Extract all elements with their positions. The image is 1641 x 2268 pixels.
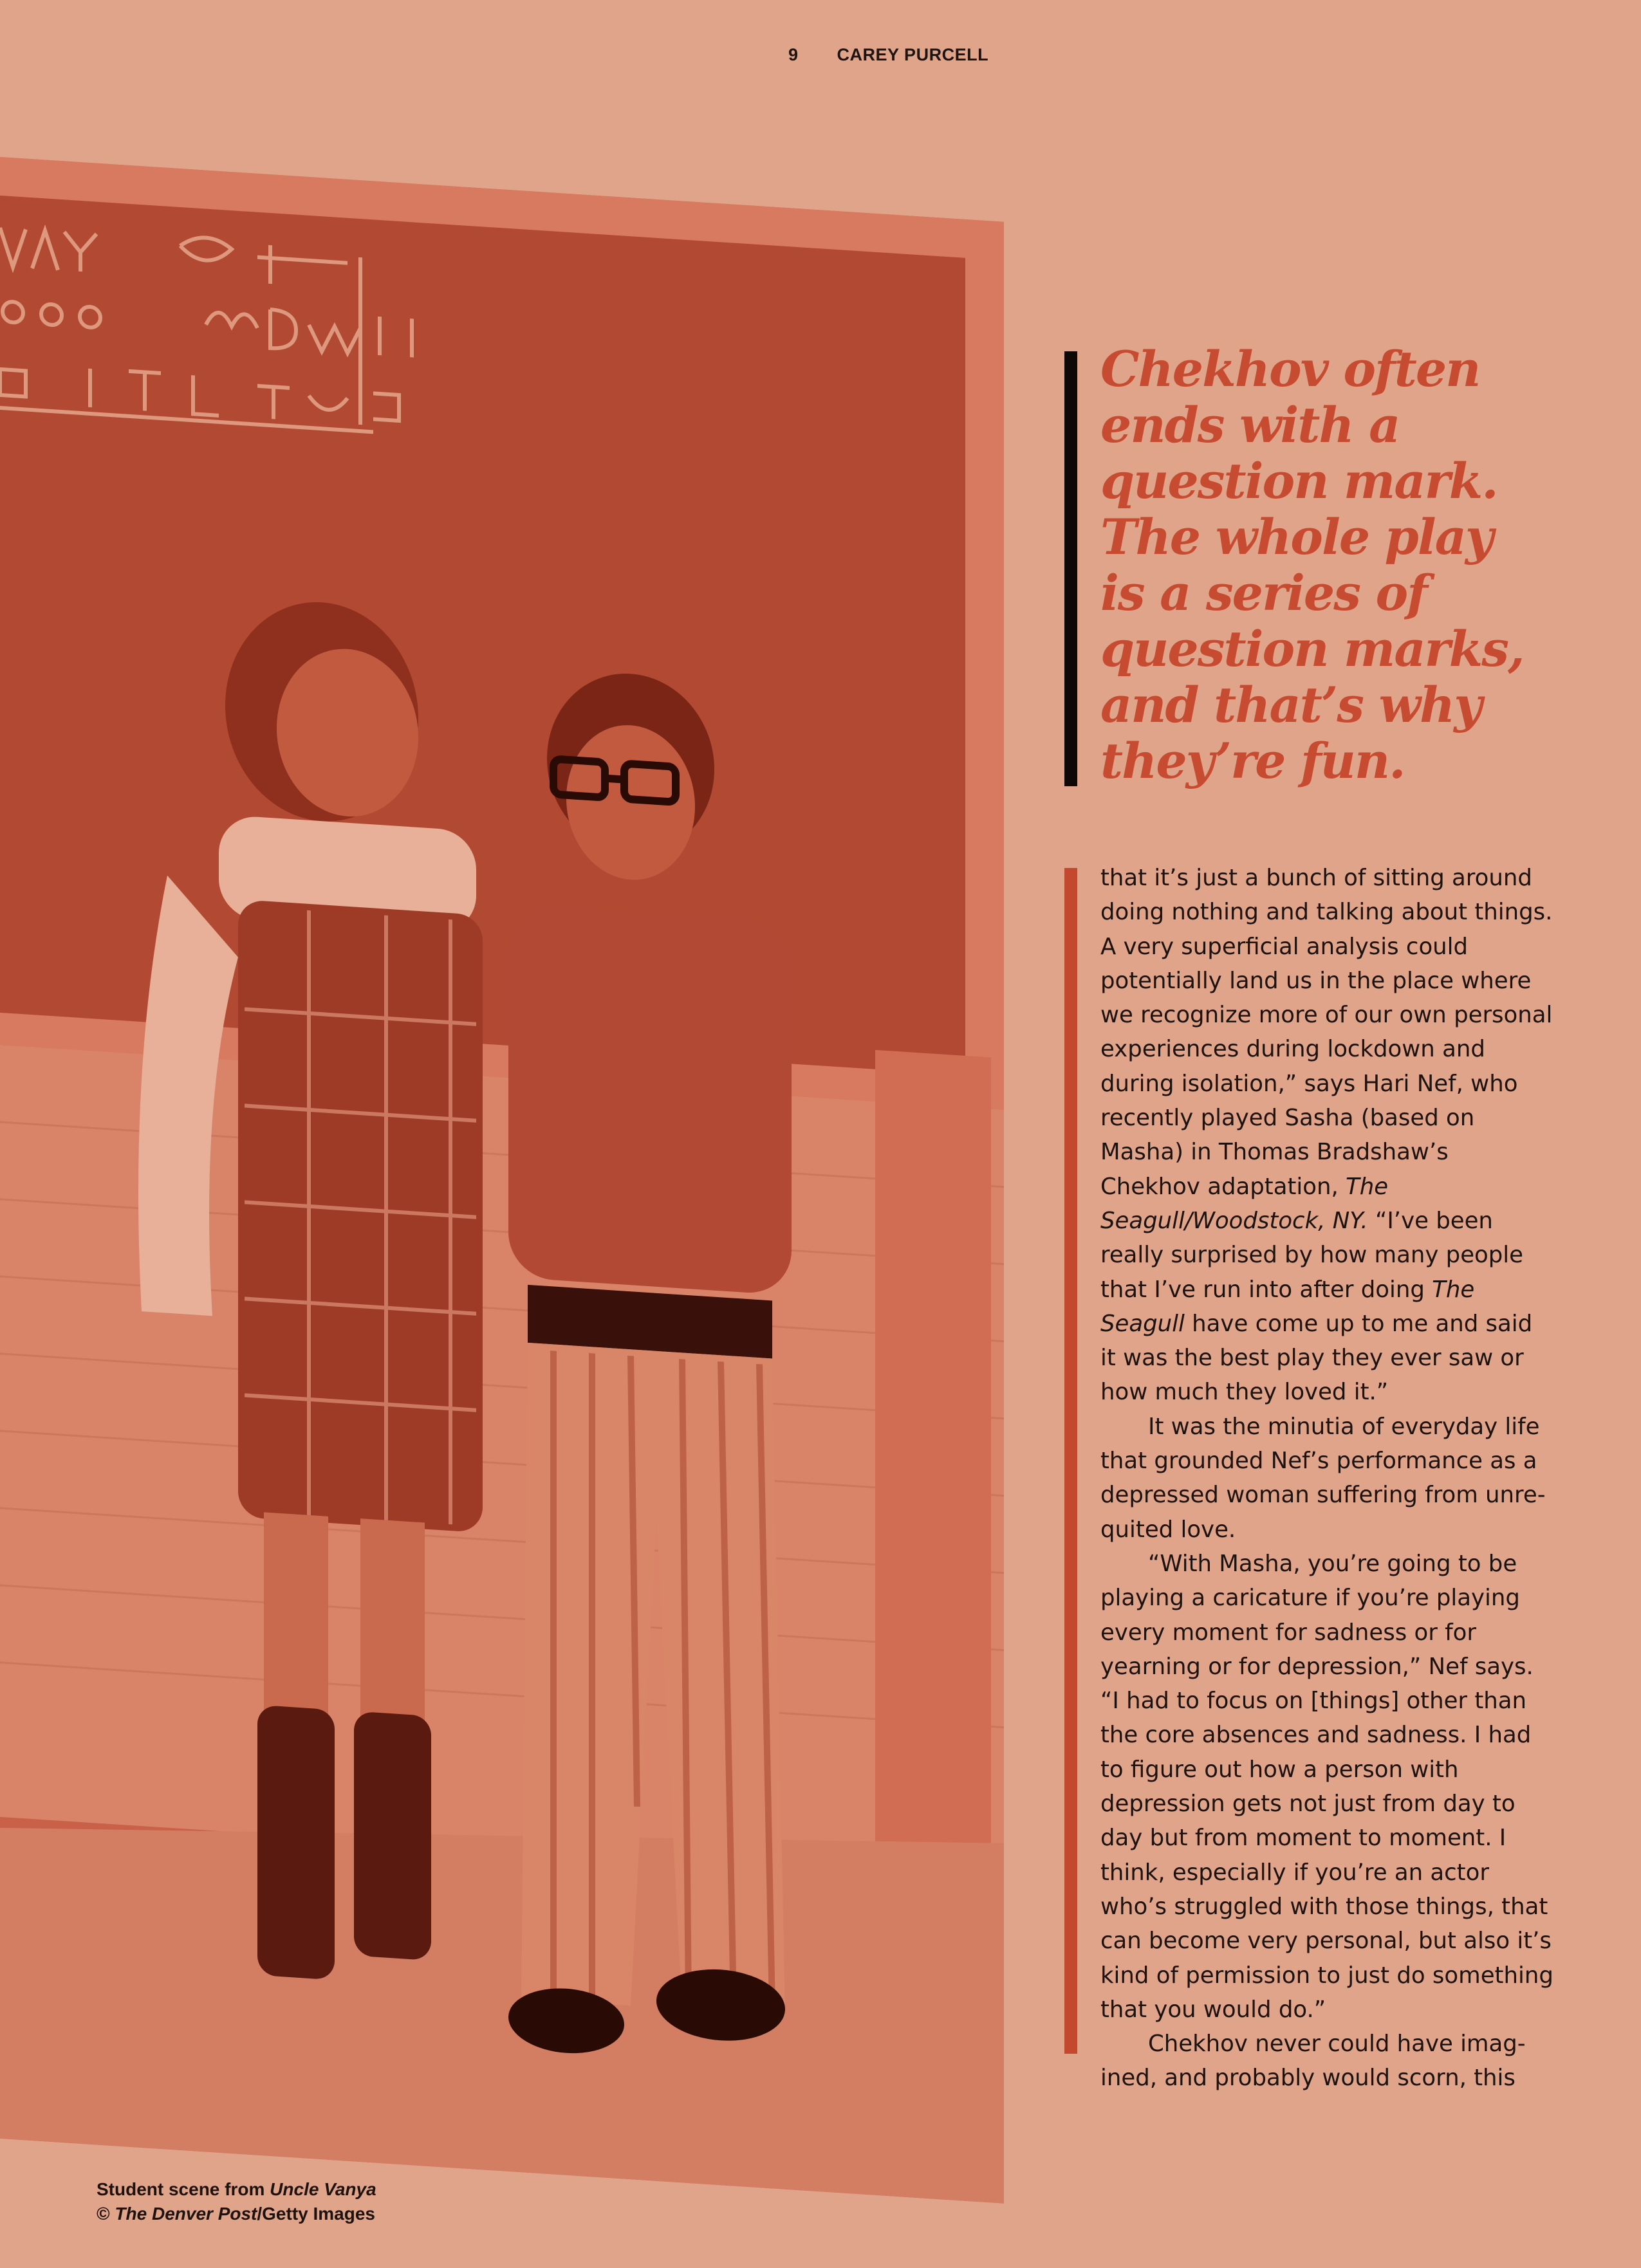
caption-text: © — [97, 2204, 115, 2224]
caption-text: /Getty Images — [257, 2204, 376, 2224]
pull-quote-line: they’re fun. — [1100, 732, 1405, 789]
article-photo — [0, 154, 1004, 2204]
text-run: have come up to me and said it was the best play they ever saw or how much they loved it.” — [1100, 1310, 1533, 1406]
caption-line-1 — [97, 2177, 376, 2202]
caption-publication: The Denver Post — [115, 2204, 257, 2224]
body-paragraph — [1100, 861, 1554, 1410]
pull-quote-line: and that’s why — [1100, 676, 1481, 733]
caption-text: Student scene from — [97, 2179, 270, 2199]
pull-quote-line: The whole play — [1100, 508, 1493, 566]
text-run: “With Masha, you’re going to be playing a caricature if you’re playing every moment for sadness or for yearning or for depression,” Nef says. “I had to focus on [things] other than the core absences and sadness. I had to figure out how a person with depression gets not just from day to day but from moment to moment. I think, especially if you’re an actor who’s struggled with those things, that can become very personal, but also it’s kind of permission to just do something that you would do.” — [1100, 1550, 1553, 2023]
text-run: Chekhov never could have imag-ined, and probably would scorn, this — [1100, 2031, 1526, 2092]
running-header — [788, 45, 988, 65]
pull-quote-line: question mark. — [1100, 452, 1497, 510]
running-header-author: CAREY PURCELL — [837, 45, 989, 64]
text-run: that it’s just a bunch of sitting around doing nothing and talking about things. A very superficial analysis could potentially land us in the place where we recognize more of our own personal experiences during lockdown and during isolation,” says Hari Nef, who recently played Sasha (based on Masha) in Thomas Bradshaw’s Chekhov adaptation, — [1100, 865, 1553, 1200]
pull-quote-line: question marks, — [1100, 620, 1524, 678]
text-run: It was the minutia of everyday life that grounded Nef’s performance as a depressed woman suffering from unre-quited love. — [1100, 1413, 1546, 1543]
pull-quote-bar — [1064, 351, 1077, 786]
article-body — [1100, 861, 1554, 2096]
page-number: 9 — [788, 45, 799, 64]
caption-line-2 — [97, 2202, 376, 2226]
italic-title: The Seagull — [1100, 1276, 1475, 1337]
text-run: “I’ve been really surprised by how many people that I’ve run into after doing — [1100, 1207, 1523, 1303]
body-paragraph — [1100, 1410, 1554, 1547]
pull-quote-line: is a series of — [1100, 564, 1427, 622]
photo-illustration — [0, 154, 1004, 2204]
body-paragraph — [1100, 1547, 1554, 2027]
photo-caption — [97, 2177, 376, 2226]
body-text-bar — [1064, 868, 1077, 2054]
italic-title: The Seagull/Woodstock, NY. — [1100, 1173, 1389, 1234]
pull-quote — [1100, 341, 1551, 789]
pull-quote-line: ends with a — [1100, 396, 1400, 454]
pull-quote-line: Chekhov often — [1100, 340, 1480, 398]
caption-title: Uncle Vanya — [270, 2179, 376, 2199]
body-paragraph — [1100, 2027, 1554, 2096]
